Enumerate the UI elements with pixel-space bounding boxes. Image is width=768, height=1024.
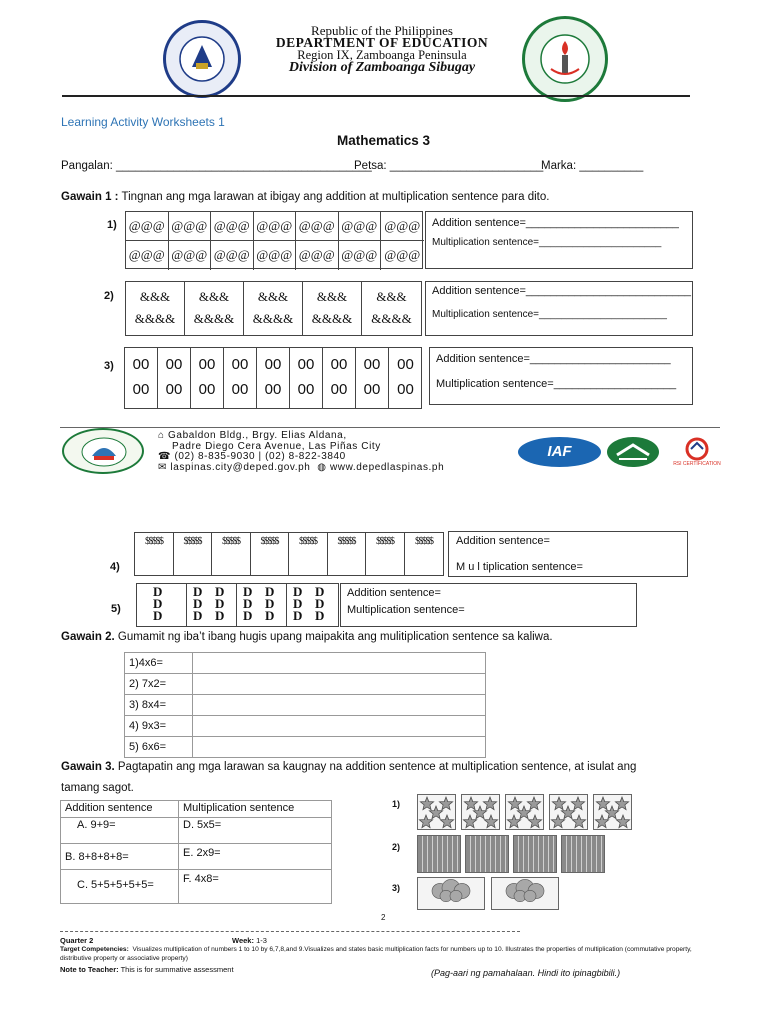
- letter-d: D: [315, 596, 325, 611]
- letter-d: D: [193, 608, 203, 623]
- zero-group: [323, 348, 356, 408]
- star-icon: [439, 797, 452, 810]
- zero-group: [158, 348, 191, 408]
- ampersand-group: [303, 282, 362, 335]
- at-symbol-group: @@@: [254, 241, 297, 270]
- gawain2-equation: 5) 6x6=: [125, 737, 193, 758]
- zero-bottom-row: 00: [397, 381, 414, 398]
- letter-d: D: [293, 584, 303, 599]
- at-symbol-group: @@@: [384, 247, 421, 262]
- letter-d: D: [265, 596, 275, 611]
- item2-addition-sentence[interactable]: Addition sentence=___________________________: [432, 285, 692, 297]
- zero-top-row: 00: [397, 356, 414, 373]
- letter-d-column: [243, 586, 252, 622]
- ampersand-top-row: &&&: [376, 289, 407, 304]
- star-icon: [440, 815, 453, 828]
- deped-seal-left: [163, 20, 241, 98]
- addition-item-a: A. 9+9=: [61, 818, 179, 844]
- gawain3-table: [60, 800, 332, 904]
- letter-d-group: [187, 584, 237, 626]
- zero-top-row: 00: [297, 356, 315, 373]
- gawain2-heading: [61, 631, 553, 643]
- item2-picture-box: [125, 281, 422, 336]
- letter-d: D: [193, 596, 203, 611]
- letter-d-group: [137, 584, 187, 626]
- ampersand-top-row: &&&: [257, 289, 289, 304]
- at-symbol-group: @@@: [126, 212, 169, 241]
- ampersand-group: [185, 282, 244, 335]
- item4-number: 4): [110, 561, 120, 573]
- letter-d-group: [237, 584, 287, 626]
- dollar-group: $$$$$: [415, 536, 433, 547]
- gawain2-answer-cell[interactable]: [193, 674, 486, 695]
- balloon-icon: [524, 890, 536, 901]
- letter-d: D: [215, 596, 225, 611]
- item5-picture-box: [136, 583, 339, 627]
- dollar-group: $$$$$: [366, 533, 405, 575]
- contact-web-line: [158, 463, 444, 474]
- star-icon: [595, 815, 608, 828]
- balloon-group: [417, 877, 485, 910]
- dollar-group: $$$$$: [135, 533, 174, 575]
- competencies-text: Visualizes multiplication of numbers 1 to 10 by 6,7,8,and 9.Visualizes and states basic multiplication facts for numbers up to 10. Illustrates the properties of multiplication (commutative property, distributive property or associative property): [60, 946, 692, 962]
- picture2-number: 2): [392, 842, 401, 852]
- star-icon-cluster: [550, 795, 587, 829]
- pencil-group: [513, 835, 557, 873]
- multiplication-item-d: D. 5x5=: [179, 818, 332, 844]
- table-row: [125, 716, 486, 737]
- week-value: 1-3: [256, 936, 267, 945]
- header-region: Region IX, Zamboanga Peninsula: [297, 48, 467, 62]
- zero-group: [224, 348, 257, 408]
- item3-answer-box: [429, 347, 693, 405]
- zero-bottom-row: 00: [165, 381, 183, 398]
- item1-picture-box: [125, 211, 423, 269]
- at-symbol-group: @@@: [254, 212, 297, 241]
- item1-answer-box: [425, 211, 693, 269]
- table-row: [125, 674, 486, 695]
- header-divider: [62, 95, 690, 97]
- zero-group: [356, 348, 389, 408]
- footer-ownership: (Pag-aari ng pamahalaan. Hindi ito ipinagbibili.): [431, 968, 621, 978]
- star-icon-cluster: [506, 795, 543, 829]
- letter-d: D: [215, 608, 225, 623]
- gawain2-answer-cell[interactable]: [193, 716, 486, 737]
- at-symbol-group: @@@: [211, 241, 254, 270]
- footer-week: [232, 936, 267, 945]
- item2-number: 2): [104, 290, 114, 302]
- picture2-pencil-groups: [417, 835, 607, 875]
- iaf-logo: IAF: [518, 437, 601, 467]
- item3-number: 3): [104, 360, 114, 372]
- star-icon: [420, 797, 433, 810]
- zero-top-row: 00: [198, 356, 216, 373]
- letter-d: D: [153, 608, 163, 623]
- zero-bottom-row: 00: [297, 381, 315, 398]
- star-icon: [483, 797, 496, 810]
- dollar-group: $$$$$: [251, 533, 290, 575]
- table-row: [61, 818, 332, 844]
- at-symbol-group: @@@: [339, 241, 382, 270]
- star-icon: [484, 815, 497, 828]
- gawain2-equation: 4) 9x3=: [125, 716, 193, 737]
- letter-d: D: [315, 584, 325, 599]
- dollar-group: $$$$$: [174, 533, 213, 575]
- zero-group: [290, 348, 323, 408]
- ampersand-group: [362, 282, 421, 335]
- pencil-group: [561, 835, 605, 873]
- letter-d: D: [215, 584, 225, 599]
- gawain2-label: Gawain 2.: [61, 631, 115, 643]
- star-icon: [572, 815, 585, 828]
- item2-answer-box: [425, 281, 693, 336]
- star-icon: [561, 806, 574, 819]
- star-icon: [616, 815, 629, 828]
- item4-picture-box: [134, 532, 444, 576]
- letter-d-column: [265, 586, 274, 622]
- at-symbol-group: @@@: [296, 212, 339, 241]
- addition-item-b: B. 8+8+8+8=: [61, 844, 179, 870]
- star-icon: [473, 806, 486, 819]
- star-icon: [528, 815, 541, 828]
- footer-competencies: [60, 945, 710, 963]
- dollar-group: $$$$$: [289, 533, 328, 575]
- gawain3-instruction-2: tamang sagot.: [61, 782, 134, 794]
- star-icon: [527, 797, 540, 810]
- header-department: DEPARTMENT OF EDUCATION: [275, 35, 489, 50]
- star-icon: [508, 797, 521, 810]
- ampersand-bottom-row: &&&&: [371, 311, 412, 326]
- star-icon: [463, 815, 476, 828]
- zero-bottom-row: 00: [132, 381, 150, 398]
- balloon-group: [491, 877, 559, 910]
- phone-icon: ☎: [158, 451, 172, 462]
- email-icon: ✉: [158, 461, 167, 473]
- item5-answer-box: [340, 583, 637, 627]
- zero-bottom-row: 00: [264, 381, 282, 398]
- ampersand-bottom-row: &&&&: [252, 311, 294, 326]
- gawain3-instruction-1: Pagtapatin ang mga larawan sa kaugnay na addition sentence at multiplication sentence, at isulat ang: [117, 761, 637, 773]
- gawain2-answer-cell[interactable]: [193, 737, 486, 758]
- ampersand-top-row: &&&: [316, 289, 348, 304]
- zero-top-row: 00: [165, 356, 183, 373]
- letter-d: D: [243, 584, 253, 599]
- rsi-logo: [672, 437, 722, 471]
- zero-top-row: 00: [330, 356, 348, 373]
- dollar-group: $$$$$: [328, 533, 367, 575]
- star-icon: [551, 815, 564, 828]
- star-group: [417, 794, 456, 830]
- addition-item-c: C. 5+5+5+5+5=: [61, 870, 179, 904]
- item1-multiplication-sentence[interactable]: Multiplication sentence=______________________: [432, 237, 662, 248]
- letter-d-group: [287, 584, 337, 626]
- date-field[interactable]: Petsa: ________________________: [354, 160, 544, 172]
- ampersand-group: [126, 282, 185, 335]
- table-row: [125, 737, 486, 758]
- item4-multiplication-sentence[interactable]: M u l tiplication sentence=: [456, 561, 583, 573]
- week-label: Week:: [232, 936, 254, 945]
- gawain1-instruction: Tingnan ang mga larawan at ibigay ang addition at multiplication sentence para dito.: [121, 191, 550, 203]
- table-row: [125, 695, 486, 716]
- letter-d-column: [293, 586, 302, 622]
- star-group: [461, 794, 500, 830]
- letter-d: D: [193, 584, 203, 599]
- star-icon: [464, 797, 477, 810]
- item1-number: 1): [107, 219, 117, 231]
- footer-note: [60, 965, 234, 974]
- table-row: [61, 844, 332, 870]
- name-field[interactable]: Pangalan: ________________________________________: [61, 160, 372, 172]
- table-row: [61, 870, 332, 904]
- col-addition-header: Addition sentence: [61, 801, 179, 818]
- note-text: This is for summative assessment: [120, 965, 234, 974]
- star-icon: [615, 797, 628, 810]
- letter-d: D: [265, 584, 275, 599]
- letter-d: D: [153, 596, 163, 611]
- letter-d-column: [193, 586, 202, 622]
- item3-addition-sentence[interactable]: Addition sentence=_______________________: [436, 353, 671, 365]
- contact-block: [158, 431, 444, 473]
- ampersand-top-row: &&&: [139, 289, 171, 304]
- letter-d: D: [153, 584, 163, 599]
- gawain2-answer-cell[interactable]: [193, 695, 486, 716]
- gawain3-heading: [61, 761, 636, 773]
- header-division: Division of Zamboanga Sibugay: [288, 60, 476, 75]
- letter-d: D: [293, 596, 303, 611]
- at-symbol-group: @@@: [169, 241, 212, 270]
- city-seal: [62, 428, 144, 474]
- star-group: [593, 794, 632, 830]
- at-symbol-group: @@@: [296, 241, 339, 270]
- letter-d-column: [153, 586, 162, 622]
- item5-multiplication-sentence[interactable]: Multiplication sentence=: [347, 604, 465, 616]
- star-icon: [552, 797, 565, 810]
- gawain1-heading: [61, 191, 549, 203]
- pencil-group: [465, 835, 509, 873]
- star-icon-cluster: [418, 795, 455, 829]
- at-symbol-group: @@@: [169, 212, 212, 241]
- picture3-balloon-groups: [417, 877, 567, 913]
- note-label: Note to Teacher:: [60, 965, 119, 974]
- footer-divider: [60, 931, 520, 932]
- zero-top-row: 00: [363, 356, 381, 373]
- zero-bottom-row: 00: [231, 381, 249, 398]
- letter-d-column: [215, 586, 224, 622]
- letter-d: D: [265, 608, 275, 623]
- competencies-label: Target Competencies:: [60, 946, 129, 953]
- email-text[interactable]: laspinas.city@deped.gov.ph: [170, 461, 311, 473]
- balloon-icon: [450, 890, 462, 901]
- footer-quarter: Quarter 2: [60, 936, 94, 945]
- rsi-text: RSI CERTIFICATION: [673, 461, 721, 467]
- item4-answer-box: [448, 531, 688, 577]
- item1-addition-sentence[interactable]: Addition sentence=_________________________: [432, 217, 679, 229]
- star-icon: [571, 797, 584, 810]
- ampersand-top-row: &&&: [198, 289, 230, 304]
- gawain2-answer-cell[interactable]: [193, 653, 486, 674]
- balloon-icon-cluster: [418, 878, 484, 909]
- zero-top-row: 00: [132, 356, 150, 373]
- item3-multiplication-sentence[interactable]: Multiplication sentence=____________________: [436, 378, 677, 390]
- city-seal-text: [64, 430, 65, 431]
- gawain2-equation: 3) 8x4=: [125, 695, 193, 716]
- picture1-star-groups: [417, 794, 632, 832]
- zero-bottom-row: 00: [363, 381, 381, 398]
- header-republic: Republic of the Philippines: [311, 23, 453, 38]
- star-icon: [605, 806, 618, 819]
- multiplication-item-e: E. 2x9=: [179, 844, 332, 870]
- letter-d-column: [315, 586, 324, 622]
- pencil-group: [417, 835, 461, 873]
- col-multiplication-header: Multiplication sentence: [179, 801, 332, 818]
- item3-picture-box: [124, 347, 422, 409]
- gawain2-table: [124, 652, 486, 758]
- address1-text: Gabaldon Bldg., Brgy. Elias Aldana,: [168, 430, 347, 441]
- gawain2-equation: 1)4x6=: [125, 653, 193, 674]
- zero-bottom-row: 00: [198, 381, 216, 398]
- at-symbol-group: @@@: [211, 212, 254, 241]
- zero-bottom-row: 00: [330, 381, 348, 398]
- star-group: [549, 794, 588, 830]
- gawain2-instruction: Gumamit ng iba’t ibang hugis upang maipakita ang mulitiplication sentence sa kaliwa.: [117, 631, 553, 643]
- item5-number: 5): [111, 603, 121, 615]
- picture3-number: 3): [392, 883, 401, 893]
- ampersand-bottom-row: &&&&: [193, 311, 235, 326]
- star-icon: [419, 815, 432, 828]
- worksheet-label: Learning Activity Worksheets 1: [61, 115, 225, 129]
- building-icon: ⌂: [158, 430, 165, 441]
- ampersand-bottom-row: &&&&: [134, 311, 176, 326]
- letter-d: D: [293, 608, 303, 623]
- letter-d: D: [243, 608, 253, 623]
- ampersand-bottom-row: &&&&: [311, 311, 353, 326]
- zero-group: [191, 348, 224, 408]
- multiplication-item-f: F. 4x8=: [179, 870, 332, 904]
- gawain1-label: Gawain 1 :: [61, 191, 119, 203]
- address2-text: Padre Diego Cera Avenue, Las Piñas City: [172, 440, 381, 452]
- star-icon: [429, 806, 442, 819]
- globe-icon: ◍: [317, 461, 327, 473]
- score-field[interactable]: Marka: __________: [541, 160, 644, 172]
- ampersand-group: [244, 282, 303, 335]
- star-icon: [596, 797, 609, 810]
- phone-text: (02) 8-835-9030 | (02) 8-822-3840: [174, 451, 346, 462]
- division-seal-right: [522, 16, 608, 102]
- zero-top-row: 00: [231, 356, 249, 373]
- table-row: [61, 801, 332, 818]
- picture1-number: 1): [392, 799, 401, 809]
- zero-group: [389, 348, 422, 408]
- contact-divider: [60, 427, 720, 428]
- at-symbol-group: @@@: [381, 212, 424, 241]
- balloon-icon-cluster: [492, 878, 558, 909]
- item2-multiplication-sentence[interactable]: Multiplication sentence=_______________________: [432, 309, 667, 320]
- zero-group: [125, 348, 158, 408]
- ownership-text: Pag-aari ng pamahalaan. Hindi ito ipinagbibili.: [434, 968, 618, 978]
- zero-top-row: 00: [264, 356, 282, 373]
- at-symbol-group: @@@: [126, 241, 169, 270]
- star-group: [505, 794, 544, 830]
- page-number: 2: [381, 913, 386, 922]
- certification-logo: [607, 437, 659, 467]
- letter-d: D: [243, 596, 253, 611]
- item4-addition-sentence[interactable]: Addition sentence=: [456, 535, 550, 547]
- at-symbol-group: @@@: [339, 212, 382, 241]
- star-icon: [517, 806, 530, 819]
- gawain2-equation: 2) 7x2=: [125, 674, 193, 695]
- star-icon-cluster: [594, 795, 631, 829]
- zero-group: [257, 348, 290, 408]
- letter-d: D: [315, 608, 325, 623]
- star-icon: [507, 815, 520, 828]
- star-icon-cluster: [462, 795, 499, 829]
- worksheet-title: Mathematics 3: [337, 133, 431, 148]
- dollar-group: $$$$$: [212, 533, 251, 575]
- table-row: [125, 653, 486, 674]
- gawain3-label: Gawain 3.: [61, 761, 115, 773]
- item5-addition-sentence[interactable]: Addition sentence=: [347, 587, 441, 599]
- website-text[interactable]: www.depedlaspinas.ph: [329, 461, 445, 473]
- contact-address-line1: [158, 431, 444, 442]
